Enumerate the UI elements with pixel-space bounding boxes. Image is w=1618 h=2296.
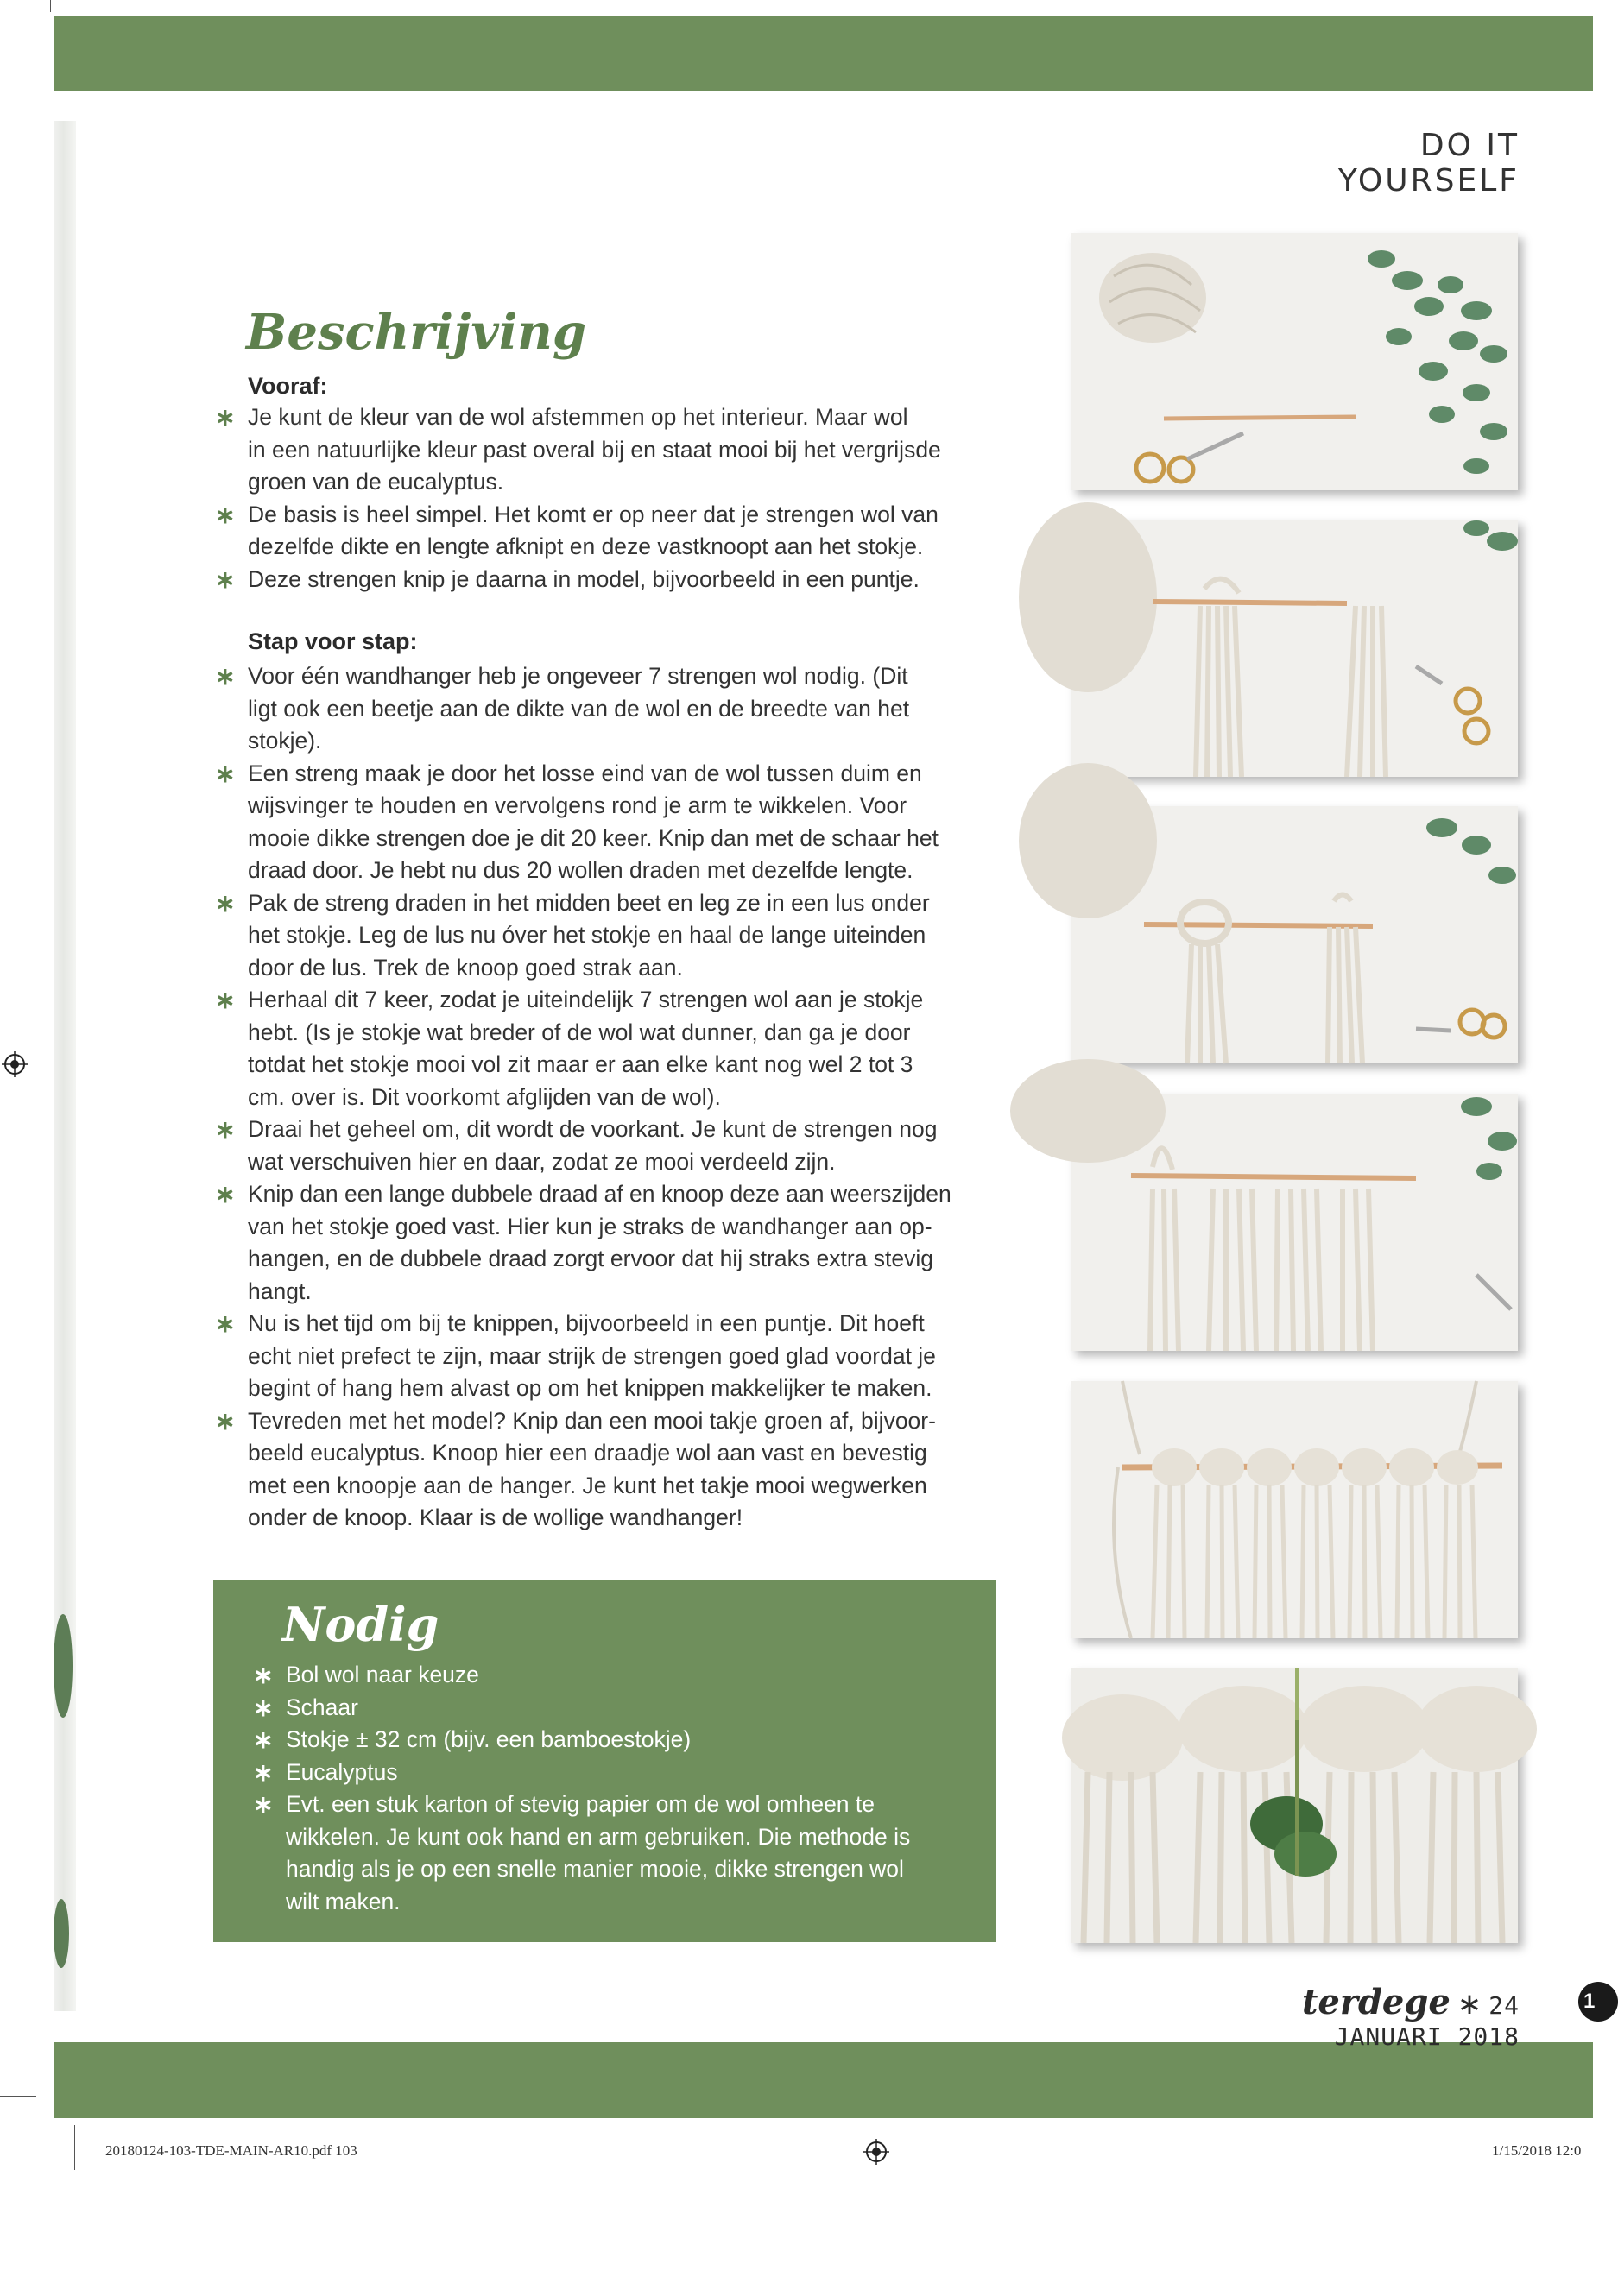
bullet-line: Deze strengen knip je daarna in model, bijvoorbeeld in een puntje. <box>248 565 920 592</box>
bullet-item <box>215 401 977 499</box>
bullet-asterisk-icon: ∗ <box>253 1662 274 1688</box>
bullet-line: Herhaal dit 7 keer, zodat je uiteindelijk 7 strengen wol aan je stokje <box>248 987 924 1012</box>
vooraf-heading: Vooraf: <box>248 373 328 399</box>
bullet-line: met een knoopje aan de hanger. Je kunt het takje mooi wegwerken <box>248 1472 927 1498</box>
bullet-line: hangen, en de dubbele draad zorgt ervoor dat hij straks extra stevig <box>248 1246 934 1271</box>
bullet-line: van het stokje goed vast. Hier kun je straks de wandhanger aan op- <box>248 1213 932 1239</box>
beschrijving-title: Beschrijving <box>246 304 587 361</box>
bullet-asterisk-icon: ∗ <box>215 565 236 593</box>
bullet-line: Draai het geheel om, dit wordt de voorkant. Je kunt de strengen nog <box>248 1116 938 1142</box>
bullet-item <box>215 1405 977 1535</box>
bullet-line: wilt maken. <box>286 1888 401 1914</box>
bullet-line: beeld eucalyptus. Knoop hier een draadje wol aan vast en bevestig <box>248 1440 927 1466</box>
nodig-title: Nodig <box>282 1597 439 1652</box>
bullet-line: het stokje. Leg de lus nu óver het stokje en haal de lange uiteinden <box>248 922 926 948</box>
slug-filename: 20180124-103-TDE-MAIN-AR10.pdf 103 <box>105 2142 357 2159</box>
left-leaf-decoration <box>54 1899 69 1968</box>
photo-step-5 <box>1071 1381 1518 1638</box>
bullet-item <box>215 758 977 887</box>
bullet-line: Pak de streng draden in het midden beet en leg ze in een lus onder <box>248 889 930 916</box>
stap-heading: Stap voor stap: <box>248 628 418 654</box>
page-number: 1 <box>1578 1982 1618 2022</box>
bullet-line: in een natuurlijke kleur past overal bij en staat mooi bij het vergrijsde <box>248 436 941 463</box>
bullet-asterisk-icon: ∗ <box>253 1791 274 1818</box>
bullet-asterisk-icon: ∗ <box>215 1116 236 1143</box>
bullet-asterisk-icon: ∗ <box>215 1310 236 1337</box>
top-green-band <box>54 16 1593 91</box>
bullet-asterisk-icon: ∗ <box>215 760 236 787</box>
bullet-line: handig als je op een snelle manier mooie, dikke strengen wol <box>286 1856 904 1882</box>
bullet-line: Knip dan een lange dubbele draad af en knoop deze aan weerszijden <box>248 1181 951 1207</box>
bullet-line: onder de knoop. Klaar is de wollige wandhanger! <box>248 1504 743 1530</box>
crop-mark <box>50 0 51 12</box>
nodig-box <box>213 1580 996 1942</box>
bullet-line: hangt. <box>248 1277 312 1304</box>
bullet-item <box>215 1308 977 1405</box>
bullet-line: ligt ook een beetje aan de dikte van de wol en de breedte van het <box>248 695 910 722</box>
bullet-item <box>253 1692 968 1725</box>
bullet-asterisk-icon: ∗ <box>215 501 236 528</box>
registration-mark-icon <box>863 2139 889 2165</box>
bullet-asterisk-icon: ∗ <box>215 1181 236 1208</box>
crop-mark <box>74 2125 75 2170</box>
bullet-asterisk-icon: ∗ <box>215 404 236 431</box>
left-photo-strip <box>54 121 76 2011</box>
left-leaf-decoration <box>54 1614 73 1718</box>
bullet-line: hebt. (Is je stokje wat breder of de wol wat dunner, dan ga je door <box>248 1019 911 1045</box>
bullet-item <box>215 1113 977 1178</box>
bullet-item <box>215 499 977 564</box>
bullet-line: Je kunt de kleur van de wol afstemmen op het interieur. Maar wol <box>248 404 908 430</box>
bullet-asterisk-icon: ∗ <box>215 987 236 1013</box>
magazine-brand: terdege <box>1301 1982 1451 2022</box>
bullet-line: dezelfde dikte en lengte afknipt en deze vastknoopt aan het stokje. <box>248 533 924 559</box>
bullet-asterisk-icon: ∗ <box>215 663 236 690</box>
bullet-line: wikkelen. Je kunt ook hand en arm gebruiken. Die methode is <box>286 1823 911 1850</box>
bullet-item <box>253 1788 968 1918</box>
bullet-line: totdat het stokje mooi vol zit maar er aan elke kant nog wel 2 tot 3 <box>248 1051 913 1077</box>
bullet-line: Bol wol naar keuze <box>286 1662 479 1687</box>
bullet-line: stokje). <box>248 728 322 754</box>
bullet-asterisk-icon: ∗ <box>253 1758 274 1786</box>
photo-step-6 <box>1071 1668 1518 1943</box>
bullet-item <box>215 1178 977 1308</box>
bullet-item <box>215 660 977 758</box>
bullet-line: draad door. Je hebt nu dus 20 wollen draden met dezelfde lengte. <box>248 857 913 883</box>
bullet-line: groen van de eucalyptus. <box>248 469 504 495</box>
registration-mark-icon <box>2 1051 28 1077</box>
bullet-item <box>215 984 977 1113</box>
bullet-line: Nu is het tijd om bij te knippen, bijvoorbeeld in een puntje. Dit hoeft <box>248 1310 925 1336</box>
photo-step-1 <box>1071 233 1518 490</box>
bullet-line: Tevreden met het model? Knip dan een mooi takje groen af, bijvoor- <box>248 1407 936 1434</box>
bullet-asterisk-icon: ∗ <box>215 1407 236 1435</box>
footer <box>1183 1982 1520 2051</box>
bullet-line: mooie dikke strengen doe je dit 20 keer. Knip dan met de schaar het <box>248 824 939 851</box>
footer-separator: ∗ <box>1457 1988 1482 2021</box>
bullet-line: Schaar <box>286 1694 358 1720</box>
bullet-line: Evt. een stuk karton of stevig papier om de wol omheen te <box>286 1791 875 1817</box>
bullet-line: De basis is heel simpel. Het komt er op neer dat je strengen wol van <box>248 501 939 527</box>
bottom-green-band <box>54 2042 1593 2118</box>
bullet-line: echt niet prefect te zijn, maar strijk de strengen goed glad voordat je <box>248 1342 936 1369</box>
bullet-item <box>253 1724 968 1757</box>
photo-step-3 <box>1071 806 1518 1063</box>
bullet-asterisk-icon: ∗ <box>253 1726 274 1753</box>
bullet-line: wat verschuiven hier en daar, zodat ze mooi verdeeld zijn. <box>248 1148 836 1175</box>
bullet-line: wijsvinger te houden en vervolgens rond je arm te wikkelen. Voor <box>248 792 907 818</box>
crop-mark <box>0 2096 36 2097</box>
issue-date: 24 JANUARI 2018 <box>1334 1991 1520 2051</box>
photo-step-2 <box>1071 520 1518 777</box>
bullet-line: Stokje ± 32 cm (bijv. een bamboestokje) <box>286 1726 692 1752</box>
section-label: DO IT YOURSELF <box>1337 128 1520 199</box>
bullet-item <box>253 1659 968 1692</box>
bullet-line: Een streng maak je door het losse eind van de wol tussen duim en <box>248 760 922 786</box>
bullet-line: Voor één wandhanger heb je ongeveer 7 strengen wol nodig. (Dit <box>248 663 908 689</box>
bullet-asterisk-icon: ∗ <box>253 1694 274 1721</box>
bullet-item <box>215 887 977 985</box>
bullet-asterisk-icon: ∗ <box>215 889 236 917</box>
bullet-item <box>215 564 977 596</box>
bullet-item <box>253 1757 968 1789</box>
photo-step-4 <box>1071 1094 1518 1351</box>
bullet-line: cm. over is. Dit voorkomt afglijden van de wol). <box>248 1083 721 1110</box>
bullet-line: begint of hang hem alvast op om het knippen makkelijker te maken. <box>248 1375 932 1401</box>
bullet-line: Eucalyptus <box>286 1758 398 1785</box>
bullet-line: door de lus. Trek de knoop goed strak aan. <box>248 954 683 981</box>
slug-timestamp: 1/15/2018 12:0 <box>1492 2142 1582 2159</box>
